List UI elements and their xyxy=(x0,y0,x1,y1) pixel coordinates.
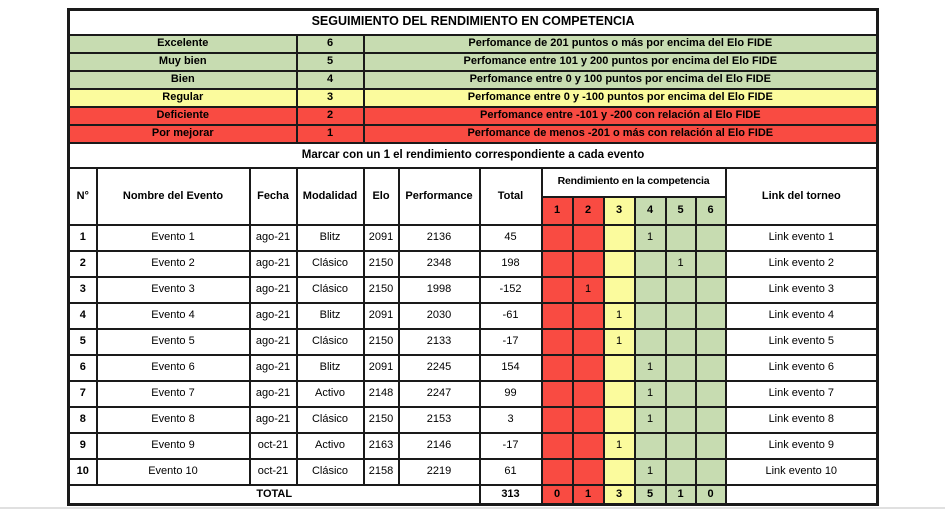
event-row xyxy=(69,251,878,277)
instruction-row xyxy=(69,143,878,168)
event-row xyxy=(69,433,878,459)
event-number-cell: 7 xyxy=(69,381,97,407)
rating-mark-cell-1[interactable] xyxy=(542,303,573,329)
event-total-cell[interactable]: -17 xyxy=(480,329,542,355)
event-number-cell: 5 xyxy=(69,329,97,355)
total-link-cell xyxy=(726,485,878,505)
header-rating-level-4: 4 xyxy=(635,197,666,225)
rating-mark-cell-4[interactable] xyxy=(635,251,666,277)
event-date-cell[interactable]: ago-21 xyxy=(250,251,297,277)
legend-row xyxy=(69,89,878,107)
event-mode-cell[interactable]: Clásico xyxy=(297,329,364,355)
rating-mark-cell-6[interactable] xyxy=(696,303,726,329)
event-row xyxy=(69,355,878,381)
event-mode-cell[interactable]: Clásico xyxy=(297,251,364,277)
header-rating-level-6: 6 xyxy=(696,197,726,225)
rating-mark-cell-1[interactable] xyxy=(542,407,573,433)
event-link-cell[interactable]: Link evento 8 xyxy=(726,407,878,433)
total-rating-cell-1: 0 xyxy=(542,485,573,505)
event-elo-cell[interactable]: 2150 xyxy=(364,329,399,355)
page-title: SEGUIMIENTO DEL RENDIMIENTO EN COMPETENCIA xyxy=(69,10,878,35)
event-performance-cell[interactable]: 2348 xyxy=(399,251,480,277)
rating-mark-cell-5[interactable]: 1 xyxy=(666,251,696,277)
event-total-cell[interactable]: 99 xyxy=(480,381,542,407)
header-rating-level-5: 5 xyxy=(666,197,696,225)
event-row xyxy=(69,225,878,251)
rating-mark-cell-3[interactable] xyxy=(604,407,635,433)
rating-mark-cell-2[interactable] xyxy=(573,381,604,407)
rating-mark-cell-3[interactable] xyxy=(604,225,635,251)
event-date-cell[interactable]: ago-21 xyxy=(250,303,297,329)
event-name-cell[interactable]: Evento 9 xyxy=(97,433,250,459)
event-name-cell[interactable]: Evento 4 xyxy=(97,303,250,329)
rating-mark-cell-5[interactable] xyxy=(666,355,696,381)
rating-mark-cell-4[interactable]: 1 xyxy=(635,381,666,407)
legend-label-cell: Muy bien xyxy=(69,53,297,71)
legend-score-cell: 3 xyxy=(297,89,364,107)
event-row xyxy=(69,381,878,407)
event-number-cell: 1 xyxy=(69,225,97,251)
rating-mark-cell-5[interactable] xyxy=(666,381,696,407)
header-total: Total xyxy=(480,168,542,225)
rating-mark-cell-2[interactable] xyxy=(573,251,604,277)
event-performance-cell[interactable]: 2133 xyxy=(399,329,480,355)
event-number-cell: 2 xyxy=(69,251,97,277)
rating-mark-cell-4[interactable] xyxy=(635,277,666,303)
event-link-cell[interactable]: Link evento 9 xyxy=(726,433,878,459)
rating-mark-cell-6[interactable] xyxy=(696,329,726,355)
rating-mark-cell-6[interactable] xyxy=(696,277,726,303)
rating-mark-cell-2[interactable] xyxy=(573,225,604,251)
rating-mark-cell-1[interactable] xyxy=(542,355,573,381)
legend-label-cell: Regular xyxy=(69,89,297,107)
rating-mark-cell-2[interactable] xyxy=(573,433,604,459)
rating-mark-cell-5[interactable] xyxy=(666,329,696,355)
legend-label-cell: Excelente xyxy=(69,35,297,53)
total-rating-cell-3: 3 xyxy=(604,485,635,505)
header-rating-group: Rendimiento en la competencia xyxy=(542,168,726,197)
rating-mark-cell-6[interactable] xyxy=(696,355,726,381)
legend-row xyxy=(69,125,878,143)
total-rating-cell-2: 1 xyxy=(573,485,604,505)
rating-mark-cell-1[interactable] xyxy=(542,459,573,485)
event-date-cell[interactable]: ago-21 xyxy=(250,225,297,251)
header-section xyxy=(69,143,878,225)
rating-mark-cell-5[interactable] xyxy=(666,303,696,329)
event-number-cell: 4 xyxy=(69,303,97,329)
marking-instruction: Marcar con un 1 el rendimiento correspondiente a cada evento xyxy=(69,143,878,168)
event-performance-cell[interactable]: 2219 xyxy=(399,459,480,485)
event-total-cell[interactable]: 154 xyxy=(480,355,542,381)
rating-mark-cell-5[interactable] xyxy=(666,459,696,485)
event-date-cell[interactable]: ago-21 xyxy=(250,381,297,407)
event-elo-cell[interactable]: 2150 xyxy=(364,407,399,433)
legend-label-cell: Bien xyxy=(69,71,297,89)
legend-label-cell: Por mejorar xyxy=(69,125,297,143)
events-section xyxy=(69,225,878,485)
event-total-cell[interactable]: 3 xyxy=(480,407,542,433)
rating-mark-cell-5[interactable] xyxy=(666,407,696,433)
rating-mark-cell-2[interactable] xyxy=(573,329,604,355)
rating-mark-cell-2[interactable] xyxy=(573,355,604,381)
rating-mark-cell-4[interactable] xyxy=(635,303,666,329)
header-performance: Performance xyxy=(399,168,480,225)
event-elo-cell[interactable]: 2150 xyxy=(364,251,399,277)
rating-mark-cell-4[interactable] xyxy=(635,329,666,355)
event-number-cell: 3 xyxy=(69,277,97,303)
event-date-cell[interactable]: ago-21 xyxy=(250,329,297,355)
legend-description-cell: Perfomance entre -101 y -200 con relación al Elo FIDE xyxy=(364,107,878,125)
total-rating-cell-4: 5 xyxy=(635,485,666,505)
rating-mark-cell-2[interactable]: 1 xyxy=(573,277,604,303)
event-performance-cell[interactable]: 2245 xyxy=(399,355,480,381)
header-row-top xyxy=(69,168,878,197)
event-total-cell[interactable]: -61 xyxy=(480,303,542,329)
event-elo-cell[interactable]: 2150 xyxy=(364,277,399,303)
rating-mark-cell-4[interactable]: 1 xyxy=(635,225,666,251)
total-row xyxy=(69,485,878,505)
header-num: N° xyxy=(69,168,97,225)
event-elo-cell[interactable]: 2148 xyxy=(364,381,399,407)
event-performance-cell[interactable]: 1998 xyxy=(399,277,480,303)
event-total-cell[interactable]: -152 xyxy=(480,277,542,303)
event-name-cell[interactable]: Evento 10 xyxy=(97,459,250,485)
event-date-cell[interactable]: oct-21 xyxy=(250,459,297,485)
rating-mark-cell-4[interactable]: 1 xyxy=(635,355,666,381)
event-number-cell: 9 xyxy=(69,433,97,459)
total-label-cell: TOTAL xyxy=(69,485,480,505)
event-elo-cell[interactable]: 2091 xyxy=(364,355,399,381)
rating-mark-cell-4[interactable]: 1 xyxy=(635,407,666,433)
legend-description-cell: Perfomance entre 101 y 200 puntos por encima del Elo FIDE xyxy=(364,53,878,71)
event-row xyxy=(69,459,878,485)
legend-label-cell: Deficiente xyxy=(69,107,297,125)
event-link-cell[interactable]: Link evento 3 xyxy=(726,277,878,303)
rating-mark-cell-1[interactable] xyxy=(542,433,573,459)
event-total-cell[interactable]: 198 xyxy=(480,251,542,277)
event-link-cell[interactable]: Link evento 10 xyxy=(726,459,878,485)
rating-mark-cell-2[interactable] xyxy=(573,407,604,433)
event-mode-cell[interactable]: Blitz xyxy=(297,303,364,329)
legend-score-cell: 5 xyxy=(297,53,364,71)
legend-row xyxy=(69,53,878,71)
rating-mark-cell-5[interactable] xyxy=(666,225,696,251)
event-elo-cell[interactable]: 2091 xyxy=(364,225,399,251)
rating-mark-cell-6[interactable] xyxy=(696,433,726,459)
rating-mark-cell-6[interactable] xyxy=(696,225,726,251)
event-row xyxy=(69,277,878,303)
rating-mark-cell-1[interactable] xyxy=(542,277,573,303)
event-total-cell[interactable]: -17 xyxy=(480,433,542,459)
event-total-cell[interactable]: 45 xyxy=(480,225,542,251)
event-total-cell[interactable]: 61 xyxy=(480,459,542,485)
rating-mark-cell-3[interactable]: 1 xyxy=(604,433,635,459)
header-rating-level-3: 3 xyxy=(604,197,635,225)
legend-description-cell: Perfomance entre 0 y -100 puntos por encima del Elo FIDE xyxy=(364,89,878,107)
event-date-cell[interactable]: ago-21 xyxy=(250,407,297,433)
event-mode-cell[interactable]: Blitz xyxy=(297,225,364,251)
legend-row xyxy=(69,35,878,53)
legend-row xyxy=(69,107,878,125)
legend-section xyxy=(69,35,878,143)
total-value-cell: 313 xyxy=(480,485,542,505)
legend-score-cell: 4 xyxy=(297,71,364,89)
title-section xyxy=(69,10,878,35)
event-name-cell[interactable]: Evento 3 xyxy=(97,277,250,303)
rating-mark-cell-4[interactable] xyxy=(635,433,666,459)
event-name-cell[interactable]: Evento 7 xyxy=(97,381,250,407)
rating-mark-cell-3[interactable] xyxy=(604,251,635,277)
event-mode-cell[interactable]: Blitz xyxy=(297,355,364,381)
event-mode-cell[interactable]: Activo xyxy=(297,381,364,407)
rating-mark-cell-1[interactable] xyxy=(542,225,573,251)
header-rating-level-1: 1 xyxy=(542,197,573,225)
rating-mark-cell-5[interactable] xyxy=(666,433,696,459)
event-date-cell[interactable]: oct-21 xyxy=(250,433,297,459)
event-link-cell[interactable]: Link evento 1 xyxy=(726,225,878,251)
rating-mark-cell-5[interactable] xyxy=(666,277,696,303)
header-link: Link del torneo xyxy=(726,168,878,225)
header-event-name: Nombre del Evento xyxy=(97,168,250,225)
rating-mark-cell-3[interactable] xyxy=(604,355,635,381)
rating-mark-cell-6[interactable] xyxy=(696,407,726,433)
rating-mark-cell-3[interactable] xyxy=(604,459,635,485)
title-row xyxy=(69,10,878,35)
legend-score-cell: 6 xyxy=(297,35,364,53)
event-link-cell[interactable]: Link evento 7 xyxy=(726,381,878,407)
rating-mark-cell-1[interactable] xyxy=(542,381,573,407)
event-link-cell[interactable]: Link evento 6 xyxy=(726,355,878,381)
rating-mark-cell-6[interactable] xyxy=(696,251,726,277)
event-performance-cell[interactable]: 2136 xyxy=(399,225,480,251)
event-name-cell[interactable]: Evento 6 xyxy=(97,355,250,381)
event-row xyxy=(69,407,878,433)
event-performance-cell[interactable]: 2153 xyxy=(399,407,480,433)
event-performance-cell[interactable]: 2146 xyxy=(399,433,480,459)
rating-mark-cell-1[interactable] xyxy=(542,251,573,277)
event-date-cell[interactable]: ago-21 xyxy=(250,355,297,381)
event-performance-cell[interactable]: 2247 xyxy=(399,381,480,407)
rating-mark-cell-3[interactable] xyxy=(604,277,635,303)
event-date-cell[interactable]: ago-21 xyxy=(250,277,297,303)
rating-mark-cell-6[interactable] xyxy=(696,381,726,407)
event-row xyxy=(69,329,878,355)
event-mode-cell[interactable]: Activo xyxy=(297,433,364,459)
event-performance-cell[interactable]: 2030 xyxy=(399,303,480,329)
legend-row xyxy=(69,71,878,89)
legend-description-cell: Perfomance de menos -201 o más con relación al Elo FIDE xyxy=(364,125,878,143)
event-number-cell: 8 xyxy=(69,407,97,433)
rating-mark-cell-4[interactable]: 1 xyxy=(635,459,666,485)
event-number-cell: 6 xyxy=(69,355,97,381)
rating-mark-cell-6[interactable] xyxy=(696,459,726,485)
event-mode-cell[interactable]: Clásico xyxy=(297,407,364,433)
event-link-cell[interactable]: Link evento 2 xyxy=(726,251,878,277)
event-elo-cell[interactable]: 2158 xyxy=(364,459,399,485)
header-date: Fecha xyxy=(250,168,297,225)
event-link-cell[interactable]: Link evento 5 xyxy=(726,329,878,355)
legend-score-cell: 2 xyxy=(297,107,364,125)
event-name-cell[interactable]: Evento 8 xyxy=(97,407,250,433)
event-name-cell[interactable]: Evento 1 xyxy=(97,225,250,251)
event-elo-cell[interactable]: 2163 xyxy=(364,433,399,459)
rating-mark-cell-3[interactable]: 1 xyxy=(604,329,635,355)
event-name-cell[interactable]: Evento 5 xyxy=(97,329,250,355)
event-mode-cell[interactable]: Clásico xyxy=(297,277,364,303)
header-mode: Modalidad xyxy=(297,168,364,225)
legend-description-cell: Perfomance de 201 puntos o más por encima del Elo FIDE xyxy=(364,35,878,53)
total-rating-cell-5: 1 xyxy=(666,485,696,505)
rating-mark-cell-1[interactable] xyxy=(542,329,573,355)
performance-tracking-table xyxy=(67,8,879,506)
event-number-cell: 10 xyxy=(69,459,97,485)
legend-description-cell: Perfomance entre 0 y 100 puntos por encima del Elo FIDE xyxy=(364,71,878,89)
rating-mark-cell-2[interactable] xyxy=(573,459,604,485)
legend-score-cell: 1 xyxy=(297,125,364,143)
event-mode-cell[interactable]: Clásico xyxy=(297,459,364,485)
header-elo: Elo xyxy=(364,168,399,225)
total-rating-cell-6: 0 xyxy=(696,485,726,505)
header-rating-level-2: 2 xyxy=(573,197,604,225)
rating-mark-cell-3[interactable]: 1 xyxy=(604,303,635,329)
rating-mark-cell-3[interactable] xyxy=(604,381,635,407)
event-row xyxy=(69,303,878,329)
event-elo-cell[interactable]: 2091 xyxy=(364,303,399,329)
rating-mark-cell-2[interactable] xyxy=(573,303,604,329)
event-link-cell[interactable]: Link evento 4 xyxy=(726,303,878,329)
event-name-cell[interactable]: Evento 2 xyxy=(97,251,250,277)
total-section xyxy=(69,485,878,505)
